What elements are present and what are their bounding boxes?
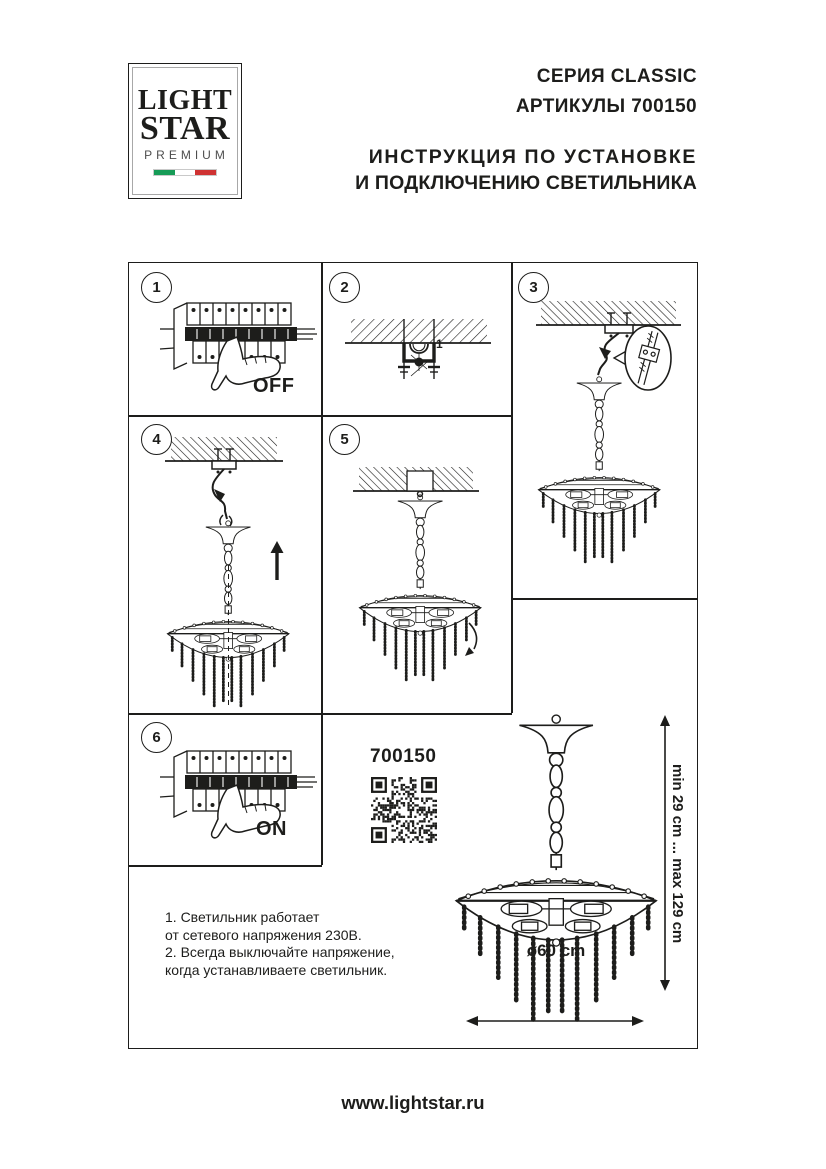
qr-code <box>371 777 437 843</box>
header <box>516 62 697 122</box>
step-1-badge: 1 <box>141 272 172 303</box>
logo-word-star: STAR <box>139 110 231 147</box>
article-number: 700150 <box>370 746 437 767</box>
grid-divider-v2 <box>511 263 513 713</box>
page-title-line1: ИНСТРУКЦИЯ ПО УСТАНОВКЕ <box>368 146 697 168</box>
articles-title: АРТИКУЛЫ 700150 <box>515 96 697 117</box>
page-title <box>355 144 697 196</box>
on-label: ON <box>256 818 287 840</box>
logo-word-light: LIGHT <box>137 85 233 116</box>
grid-divider-v1 <box>321 263 323 865</box>
step-4-badge: 4 <box>141 424 172 455</box>
step-2-badge: 2 <box>329 272 360 303</box>
note-line: 2. Всегда выключайте напряжение, <box>165 944 395 960</box>
website-url: www.lightstar.ru <box>341 1092 485 1113</box>
note-line: когда устанавливаете светильник. <box>165 961 388 978</box>
step5-mounted-diagram <box>353 467 481 681</box>
grid-divider-h1 <box>129 415 512 417</box>
grid-divider-h3 <box>129 713 512 715</box>
logo-frame <box>132 67 238 195</box>
grid-divider-h2 <box>511 598 697 600</box>
off-label: OFF <box>253 375 295 397</box>
step-6-badge: 6 <box>141 722 172 753</box>
note-line: 1. Светильник работает <box>165 909 320 925</box>
italian-flag-icon <box>153 169 217 176</box>
step4-lift-diagram <box>165 437 289 707</box>
page-title-line2: И ПОДКЛЮЧЕНИЮ СВЕТИЛЬНИКА <box>355 172 697 194</box>
step3-connect-diagram <box>536 301 681 563</box>
step2-ceiling-hook-diagram <box>345 319 491 379</box>
series-title: СЕРИЯ CLASSIC <box>536 66 697 87</box>
grid-divider-h4 <box>129 865 322 867</box>
diameter-dimension-label: ø60 cm <box>526 941 586 960</box>
hook-part-number-label: 1 <box>436 337 443 351</box>
step6-breaker-on-diagram <box>160 751 317 838</box>
product-dimension-diagram <box>456 715 670 1026</box>
lightstar-logo <box>128 63 242 199</box>
step-3-badge: 3 <box>518 272 549 303</box>
note-line: от сетевого напряжения 230В. <box>165 926 362 943</box>
instruction-grid <box>128 262 698 1049</box>
height-dimension-label: min 29 cm ... max 129 cm <box>669 764 686 944</box>
safety-notes <box>165 909 445 979</box>
logo-word-premium: PREMIUM <box>144 148 229 162</box>
step-5-badge: 5 <box>329 424 360 455</box>
